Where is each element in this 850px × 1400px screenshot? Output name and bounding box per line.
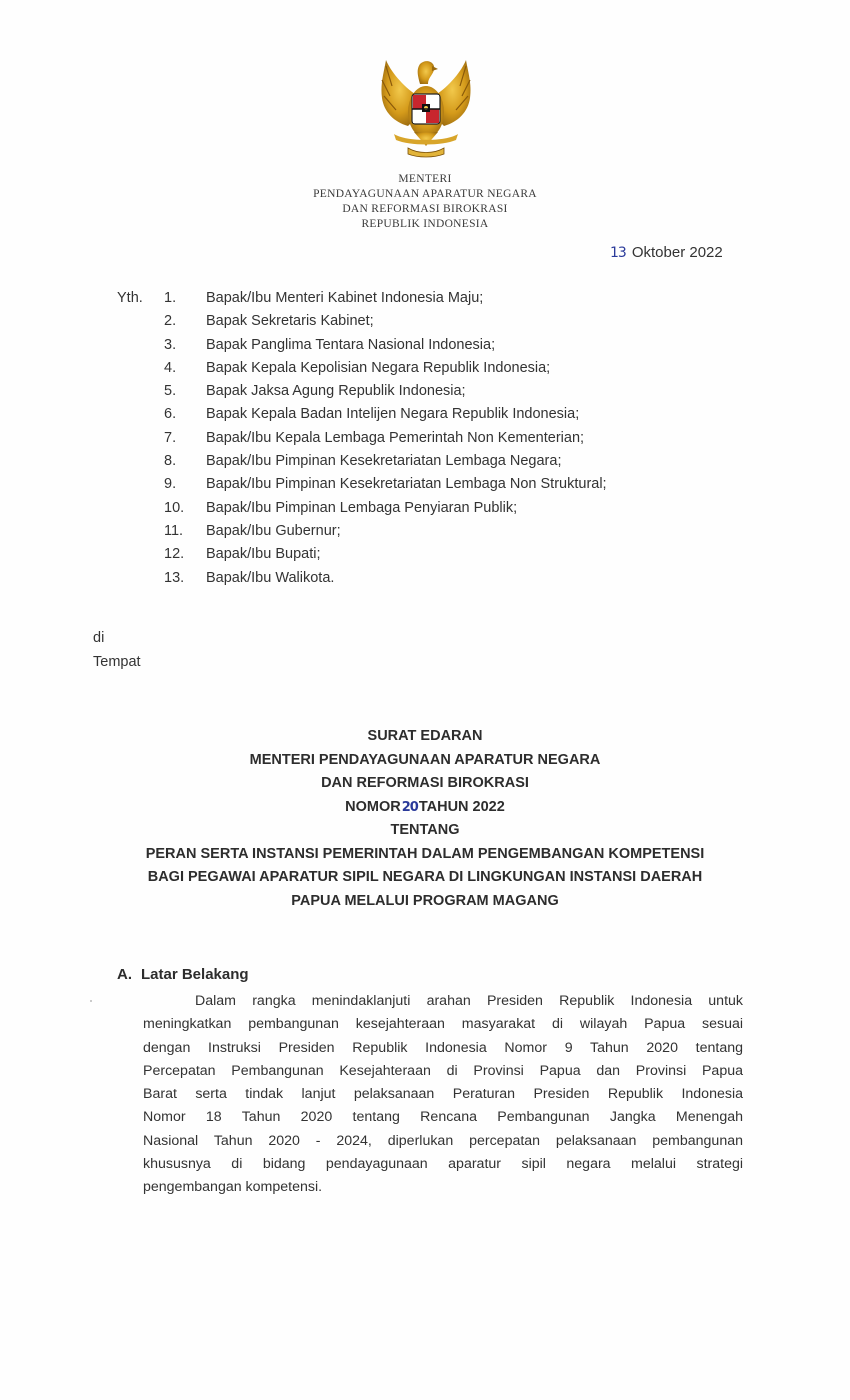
nomor-handwritten: 20 <box>401 799 418 815</box>
addressee-item <box>164 523 607 546</box>
paragraph-line: khususnya di bidang pendayagunaan aparatur sipil negara melalui strategi <box>143 1156 743 1173</box>
addressee-number: 13. <box>164 569 185 586</box>
letter-date <box>610 244 723 261</box>
paragraph-line: pengembangan kompetensi. <box>143 1179 323 1196</box>
place-line-di: di <box>93 630 105 646</box>
addressee-text: Bapak/Ibu Pimpinan Kesekretariatan Lembaga Negara; <box>206 453 562 470</box>
addressee-item <box>164 360 607 383</box>
paragraph-line: Barat serta tindak lanjut pelaksanaan Peraturan Presiden Republik Indonesia <box>143 1086 743 1103</box>
addressee-text: Bapak/Ibu Pimpinan Kesekretariatan Lembaga Non Struktural; <box>206 476 607 493</box>
addressee-text: Bapak/Ibu Menteri Kabinet Indonesia Maju; <box>206 290 484 306</box>
addressee-list <box>164 290 607 593</box>
title-line: DAN REFORMASI BIROKRASI <box>321 775 529 791</box>
addressee-number: 11. <box>164 522 184 539</box>
letterhead-line: REPUBLIK INDONESIA <box>361 218 489 230</box>
paragraph-line: meningkatkan pembangunan kesejahteraan masyarakat di wilayah Papua sesuai <box>143 1016 743 1033</box>
addressee-text: Bapak Sekretaris Kabinet; <box>206 313 374 330</box>
paragraph-line: Nasional Tahun 2020 - 2024, diperlukan percepatan pelaksanaan pembangunan <box>143 1132 743 1149</box>
letterhead <box>0 172 850 232</box>
addressee-number: 1. <box>164 290 177 306</box>
paragraph-line: dengan Instruksi Presiden Republik Indonesia Nomor 9 Tahun 2020 tentang <box>143 1039 743 1056</box>
addressee-item <box>164 546 607 569</box>
letterhead-line: MENTERI <box>398 173 452 185</box>
letterhead-line: PENDAYAGUNAAN APARATUR NEGARA <box>313 188 537 200</box>
section-paragraph <box>143 990 743 1200</box>
date-day-handwritten: 13 <box>610 245 626 261</box>
addressee-text: Bapak/Ibu Walikota. <box>206 569 335 586</box>
addressee-number: 7. <box>164 429 177 446</box>
addressee-text: Bapak/Ibu Kepala Lembaga Pemerintah Non Kementerian; <box>206 429 585 446</box>
addressee-number: 8. <box>164 453 177 470</box>
addressee-text: Bapak/Ibu Pimpinan Lembaga Penyiaran Publik; <box>206 499 518 516</box>
section-letter: A. <box>117 966 132 983</box>
date-month-year: Oktober 2022 <box>631 244 723 261</box>
title-line: SURAT EDARAN <box>367 728 483 744</box>
paragraph-line: Dalam rangka menindaklanjuti arahan Presiden Republik Indonesia untuk <box>195 993 743 1009</box>
nomor-prefix: NOMOR <box>345 798 401 815</box>
subject-line: BAGI PEGAWAI APARATUR SIPIL NEGARA DI LINGKUNGAN INSTANSI DAERAH <box>147 869 703 885</box>
addressee-item <box>164 430 607 453</box>
addressee-item <box>164 337 607 360</box>
section-title: Latar Belakang <box>141 966 249 983</box>
garuda-emblem-icon <box>372 56 480 162</box>
subject-line: PERAN SERTA INSTANSI PEMERINTAH DALAM PENGEMBANGAN KOMPETENSI <box>145 845 705 862</box>
addressee-number: 12. <box>164 546 185 563</box>
addressee-number: 4. <box>164 359 177 376</box>
circular-title <box>0 725 850 913</box>
addressee-text: Bapak Kepala Kepolisian Negara Republik Indonesia; <box>206 359 551 376</box>
letterhead-line: DAN REFORMASI BIROKRASI <box>342 203 508 215</box>
addressee-number: 6. <box>164 406 177 423</box>
place-line-tempat: Tempat <box>93 654 141 670</box>
addressee-item <box>164 313 607 336</box>
addressee-item <box>164 406 607 429</box>
addressee-item <box>164 570 607 593</box>
addressee-number: 5. <box>164 383 177 400</box>
title-line: MENTERI PENDAYAGUNAAN APARATUR NEGARA <box>249 751 601 768</box>
addressee-text: Bapak/Ibu Bupati; <box>206 546 321 563</box>
addressee-number: 2. <box>164 313 177 330</box>
addressee-number: 10. <box>164 499 185 516</box>
section-heading <box>117 966 249 983</box>
addressee-text: Bapak Panglima Tentara Nasional Indonesia; <box>206 336 496 353</box>
addressee-number: 3. <box>164 336 177 353</box>
addressee-text: Bapak Jaksa Agung Republik Indonesia; <box>206 383 466 400</box>
addressee-number: 9. <box>164 476 177 493</box>
title-line: TENTANG <box>390 822 460 838</box>
addressee-label: Yth. <box>117 290 143 306</box>
addressee-text: Bapak/Ibu Gubernur; <box>206 522 341 539</box>
nomor-suffix: TAHUN 2022 <box>418 798 505 815</box>
addressee-item <box>164 476 607 499</box>
paragraph-line: Percepatan Pembangunan Kesejahteraan di Provinsi Papua dan Provinsi Papua <box>143 1062 743 1079</box>
addressee-item <box>164 383 607 406</box>
addressee-text: Bapak Kepala Badan Intelijen Negara Republik Indonesia; <box>206 406 580 423</box>
title-nomor-line <box>0 796 850 820</box>
scan-speck <box>90 1000 92 1002</box>
paragraph-line: Nomor 18 Tahun 2020 tentang Rencana Pembangunan Jangka Menengah <box>143 1109 743 1126</box>
addressee-item <box>164 500 607 523</box>
subject-line: PAPUA MELALUI PROGRAM MAGANG <box>291 892 559 909</box>
addressee-item <box>164 453 607 476</box>
addressee-item <box>164 290 607 313</box>
